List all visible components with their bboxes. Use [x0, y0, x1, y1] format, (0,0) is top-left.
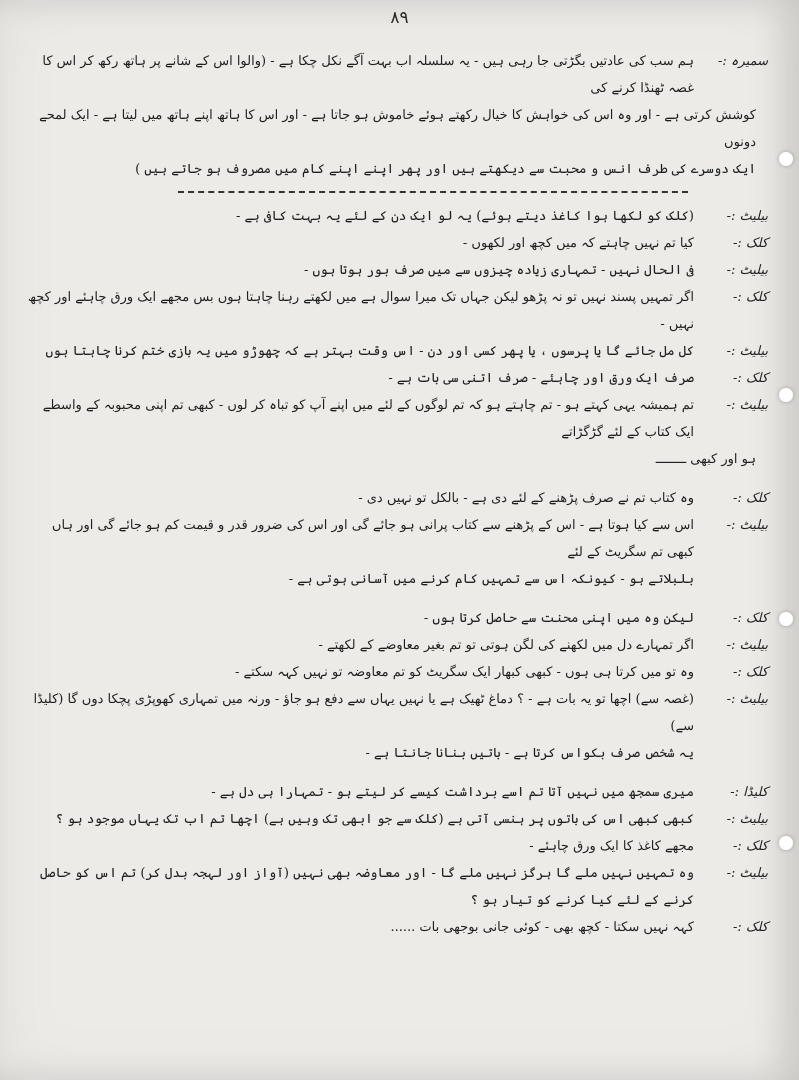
- dialogue-line: [28, 860, 768, 914]
- speech-text: (غصہ سے) اچھا تو یہ بات ہے - ؟ دماغ ٹھیک ہے یا نہیں یہاں سے دفع ہو جاؤ - ورنہ میں تمہاری کھوپڑی پچکا دوں گا (کلیڈا سے): [33, 692, 694, 734]
- speech-text: وہ کتاب تم نے صرف پڑھنے کے لئے دی ہے - بالکل تو نہیں دی -: [358, 491, 694, 506]
- dialogue-line: [28, 338, 768, 365]
- binder-hole: [779, 612, 793, 626]
- dialogue-line: [28, 605, 768, 632]
- binder-hole: [779, 388, 793, 402]
- speech-text: میری سمجھ میں نہیں آتا تم اسے برداشت کیسے کر لیتے ہو - تمہارا ہی دل ہے -: [211, 785, 694, 800]
- binder-hole: [779, 836, 793, 850]
- speech-text: تم ہمیشہ یہی کہتے ہو - تم چاہتے ہو کہ تم لوگوں کے لئے میں اپنے آپ کو تباہ کر لوں - کبھی تم اپنی محبوبہ کے واسطے ایک کتاب کے لئے گڑگڑاتے: [42, 398, 694, 440]
- dialogue-line: [28, 392, 768, 446]
- speaker-label: کلیڈا :-: [730, 785, 768, 800]
- dialogue-line: [28, 740, 768, 767]
- dialogue-line: [28, 833, 768, 860]
- speech-text: وہ تمہیں نہیں ملے گا ہرگز نہیں ملے گا - اور معاوضہ بھی نہیں (آواز اور لہجہ بدل کر) تم اس کو حاصل کرنے کے لئے کیا کرنے کو تیار ہو ؟: [40, 866, 694, 908]
- speech-text: بلبلاتے ہو - کیونکہ اس سے تمہیں کام کرنے میں آسانی ہوتی ہے -: [288, 572, 694, 587]
- page-number: ۸۹: [390, 8, 409, 28]
- dialogue-line: [28, 203, 768, 230]
- dialogue-line: [28, 284, 768, 338]
- speaker-label: بیلیٹ :-: [726, 263, 768, 278]
- speech-text: کوشش کرتی ہے - اور وہ اس کی خواہش کا خیال رکھتے ہوئے خاموش ہو جاتا ہے - اور اس کا ہاتھ اپنے ہاتھ میں لیتا ہے - ایک لمحے دونوں: [39, 108, 756, 150]
- dialogue-line: [28, 485, 768, 512]
- speaker-label: بیلیٹ :-: [726, 398, 768, 413]
- dialogue-line: [28, 806, 768, 833]
- dialogue-block: [28, 48, 768, 941]
- speech-text: (کلک کو لکھا ہوا کاغذ دیتے ہوئے) یہ لو ایک دن کے لئے یہ بہت کافی ہے -: [235, 209, 694, 224]
- speech-text: کبھی کبھی اس کی باتوں پر ہنسی آتی ہے (کلک سے جو ابھی تک وہیں ہے) اچھا تم اب تک یہاں موجود ہو ؟: [55, 812, 694, 827]
- speaker-label: کلک :-: [732, 665, 768, 680]
- speech-text: اس سے کیا ہوتا ہے - اس کے پڑھنے سے کتاب پرانی ہو جائے گی اور اس کی ضرور قدر و قیمت کم ہو جائے گی اور ہاں کبھی تم سگریٹ کے لئے: [51, 518, 694, 560]
- line-gap: [28, 473, 768, 485]
- binder-hole: [779, 152, 793, 166]
- speaker-label: بیلیٹ :-: [726, 866, 768, 881]
- dialogue-line: [28, 914, 768, 941]
- speaker-label: کلک :-: [732, 491, 768, 506]
- dialogue-line: [28, 156, 768, 183]
- speaker-label: بیلیٹ :-: [726, 638, 768, 653]
- speech-text: اگر تمہیں پسند نہیں تو نہ پڑھو لیکن جہاں تک میرا سوال ہے میں لکھتے رہنا چاہتا ہوں بس مجھے ایک ورق چاہئے اور کچھ نہیں -: [27, 290, 694, 332]
- speaker-label: سمیرہ :-: [717, 54, 768, 69]
- speaker-label: کلک :-: [732, 236, 768, 251]
- speaker-label: کلک :-: [732, 371, 768, 386]
- scene-divider: [178, 191, 688, 193]
- speaker-label: کلک :-: [732, 920, 768, 935]
- speaker-label: بیلیٹ :-: [726, 344, 768, 359]
- line-gap: [28, 767, 768, 779]
- speech-text: کیا تم نہیں چاہتے کہ میں کچھ اور لکھوں -: [462, 236, 694, 251]
- speaker-label: بیلیٹ :-: [726, 209, 768, 224]
- speech-text: اگر تمہارے دل میں لکھنے کی لگن ہوتی تو تم بغیر معاوضے کے لکھتے -: [318, 638, 694, 653]
- speech-text: کل مل جائے گا یا پرسوں ، یا پھر کسی اور دن - اس وقت بہتر ہے کہ چھوڑو میں یہ بازی ختم کرنا چاہتا ہوں: [45, 344, 694, 359]
- speaker-label: کلک :-: [732, 839, 768, 854]
- speech-text: ہو اور کبھی ــــــــ: [655, 452, 756, 467]
- speech-text: مجھے کاغذ کا ایک ورق چاہئے -: [529, 839, 694, 854]
- speech-text: لیکن وہ میں اپنی محنت سے حاصل کرتا ہوں -: [423, 611, 694, 626]
- speaker-label: کلک :-: [732, 290, 768, 305]
- speaker-label: بیلیٹ :-: [726, 812, 768, 827]
- speech-text: ہم سب کی عادتیں بگڑتی جا رہی ہیں - یہ سلسلہ اب بہت آگے نکل چکا ہے - (والوا اس کے شانے پر ہاتھ رکھ کر اس کا غصہ ٹھنڈا کرنے کی: [42, 54, 694, 96]
- speaker-label: بیلیٹ :-: [726, 518, 768, 533]
- dialogue-line: [28, 779, 768, 806]
- dialogue-line: [28, 230, 768, 257]
- speech-text: ایک دوسرے کی طرف انس و محبت سے دیکھتے ہیں اور پھر اپنے اپنے کام میں مصروف ہو جاتے ہیں ): [135, 162, 756, 177]
- dialogue-line: [28, 446, 768, 473]
- speech-text: صرف ایک ورق اور چاہئے - صرف اتنی سی بات ہے -: [388, 371, 694, 386]
- dialogue-line: [28, 257, 768, 284]
- speech-text: یہ شخص صرف بکواس کرتا ہے - باتیں بنانا جانتا ہے -: [365, 746, 694, 761]
- speech-text: وہ تو میں کرتا ہی ہوں - کبھی کبھار ایک سگریٹ کو تم معاوضہ تو نہیں کہہ سکتے -: [235, 665, 694, 680]
- dialogue-line: [28, 659, 768, 686]
- dialogue-line: [28, 566, 768, 593]
- dialogue-line: [28, 686, 768, 740]
- speaker-label: بیلیٹ :-: [726, 692, 768, 707]
- dialogue-line: [28, 102, 768, 156]
- dialogue-line: [28, 48, 768, 102]
- dialogue-line: [28, 632, 768, 659]
- speech-text: کہہ نہیں سکتا - کچھ بھی - کوئی جانی بوجھی بات ......: [390, 920, 694, 935]
- speaker-label: کلک :-: [732, 611, 768, 626]
- line-gap: [28, 593, 768, 605]
- speech-text: فی الحال نہیں - تمہاری زیادہ چیزوں سے میں صرف بور ہوتا ہوں -: [303, 263, 694, 278]
- dialogue-line: [28, 365, 768, 392]
- dialogue-line: [28, 512, 768, 566]
